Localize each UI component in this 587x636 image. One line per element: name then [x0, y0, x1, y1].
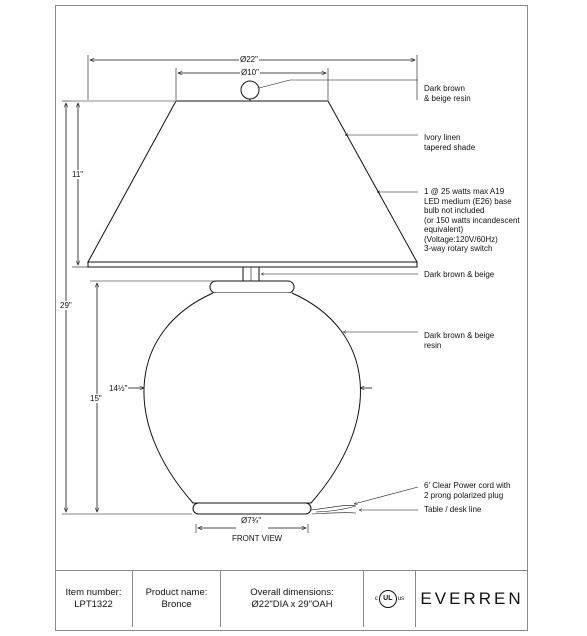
lamp-body [144, 293, 361, 503]
power-cord [311, 505, 356, 512]
lamp-shade [88, 101, 417, 262]
certification-cell [364, 571, 416, 627]
dim-base-height: 15" [90, 394, 102, 403]
callout-cord: 6' Clear Power cord with 2 prong polarized plug [424, 481, 511, 500]
dimensions-label: Overall dimensions: [250, 587, 334, 598]
callout-neck: Dark brown & beige [424, 270, 495, 279]
item-number-value: LPT1322 [74, 599, 113, 610]
callout-table-line: Table / desk line [424, 505, 482, 514]
callout-finial: Dark brown & beige resin [424, 84, 471, 103]
lamp-collar [210, 281, 294, 293]
title-block [55, 570, 528, 627]
item-number-cell [55, 571, 133, 627]
callout-bulb: 1 @ 25 watts max A19 LED medium (E26) base bulb not included (or 150 watts incandescent equivalent) (Voltage:120V/60Hz) 3-way rotary switch [424, 187, 520, 253]
dimensions-value: Ø22"DIA x 29"OAH [251, 599, 333, 610]
dim-foot-width: Ø7¾" [241, 516, 262, 525]
dim-overall-width: Ø22" [240, 55, 258, 64]
dim-body-height: 14½" [109, 384, 128, 393]
dim-total-height: 29" [60, 301, 72, 310]
overall-dimensions-cell [221, 571, 364, 627]
dim-shade-height: 11" [72, 170, 84, 179]
brand-logo: EVERREN [420, 589, 524, 608]
product-name-value: Bronce [161, 599, 192, 610]
finial [241, 81, 259, 99]
dim-top-width: Ø10" [241, 68, 259, 77]
callout-shade: Ivory linen tapered shade [424, 133, 476, 152]
brand-cell [416, 571, 528, 627]
ul-listed-icon: c UL us [375, 590, 404, 608]
lamp-foot [193, 503, 311, 514]
product-name-cell [133, 571, 221, 627]
callout-body: Dark brown & beige resin [424, 331, 495, 350]
product-name-label: Product name: [145, 587, 208, 598]
item-number-label: Item number: [65, 587, 122, 598]
view-label: FRONT VIEW [232, 534, 283, 543]
